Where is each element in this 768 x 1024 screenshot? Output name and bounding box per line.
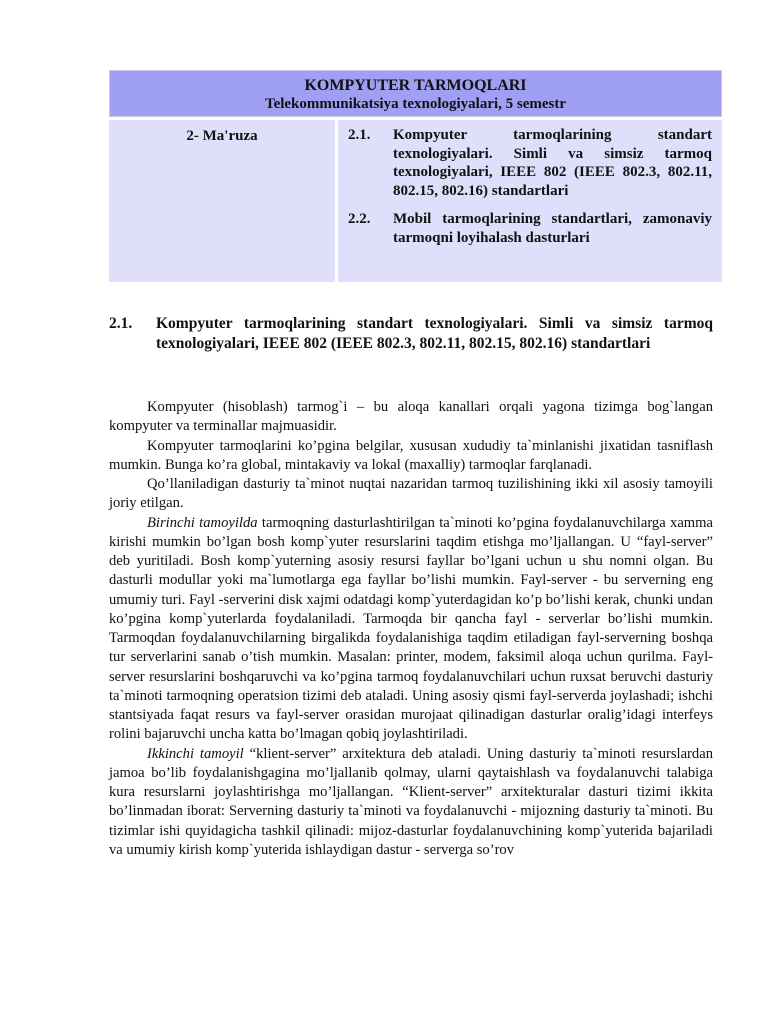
paragraph-lead: Ikkinchi tamoyil [147, 745, 244, 762]
paragraph [109, 514, 713, 745]
course-title: KOMPYUTER TARMOQLARI [304, 77, 527, 94]
header-table [109, 70, 722, 282]
section-heading [109, 314, 713, 353]
lecture-cell [109, 120, 335, 282]
body-text [109, 398, 713, 860]
topics-cell [338, 120, 722, 282]
topic-item [348, 210, 712, 247]
paragraph-text: “klient-server” arxitektura deb ataladi. Uning dasturiy ta`minoti resurslardan jamoa bo’lib foydalanishgagina mo’ljallanib qolmay, ularni qaytaishlash va foydalanuvchi talabiga kura resurslarni joylashtirishga mo’ljallangan. “Klient-server” arxitekturalar dasturi tizimi ikkita bo’linmadan iborat: Serverning dasturiy ta`minoti va foydalanuvchi - mijozning dasturiy ta`minoti. Bu tizimlar ishi quyidagicha tashkil qilinadi: mijoz-dasturlar foydalanuvchining komp`yuterida bajariladi va umumiy kirish komp`yuterida ishlaydigan dastur - serverga so’rov [109, 745, 713, 858]
topic-text: Mobil tarmoqlarining standartlari, zamonaviy tarmoqni loyihalash dasturlari [393, 211, 712, 246]
topic-item [348, 126, 712, 200]
paragraph-lead: Birinchi tamoyilda [147, 514, 258, 531]
topic-number: 2.2. [348, 211, 371, 227]
course-subtitle: Telekommunikatsiya texnologiyalari, 5 semestr [264, 96, 567, 112]
topic-number: 2.1. [348, 127, 371, 143]
paragraph [109, 745, 713, 861]
paragraph: Kompyuter tarmoqlarini ko’pgina belgilar, xususan xududiy ta`minlanishi jixatidan tasniflash mumkin. Bunga ko’ra global, mintakaviy va lokal (maxalliy) tarmoqlar farqlanadi. [109, 437, 713, 473]
section-title: Kompyuter tarmoqlarining standart texnologiyalari. Simli va simsiz tarmoq texnologiyalari, IEEE 802 (IEEE 802.3, 802.11, 802.15, 802.16) standartlari [156, 315, 713, 352]
topic-text: Kompyuter tarmoqlarining standart texnologiyalari. Simli va simsiz tarmoq texnologiyalari, IEEE 802 (IEEE 802.3, 802.11, 802.15, 802.16) standartlari [393, 127, 712, 199]
paragraph: Qo’llaniladigan dasturiy ta`minot nuqtai nazaridan tarmoq tuzilishining ikki xil asosiy tamoyili joriy etilgan. [109, 476, 713, 512]
section-number: 2.1. [109, 315, 133, 332]
paragraph: Kompyuter (hisoblash) tarmog`i – bu aloqa kanallari orqali yagona tizimga bog`langan kompyuter va terminallar majmuasidir. [109, 399, 713, 435]
paragraph-text: tarmoqning dasturlashtirilgan ta`minoti ko’pgina foydalanuvchilarga xamma kirishi mumkin bo’lgan bosh komp`yuter resurslarini taqdim etishga mo’ljallangan. U “fayl-server” deb yuritiladi. Bosh komp`yuterning asosiy resursi fayllar bo’lgani uchun u shu nomni olgan. Bu dasturli modullar yoki ma`lumotlarga ega fayllar bo’lishi mumkin. Fayl-server - bu serverning eng umumiy turi. Fayl -serverini disk xajmi odatdagi komp`yuterdagidan ko’p bo’lishi kerak, chunki undan ko’pgina komp`yuterlarda foydalaniladi. Tarmoqda bir qancha fayl - serverlar bo’lishi mumkin. Tarmoqdan foydalanuvchilarning birgalikda foydalanishiga taqdim etiladigan fayl-serverning boshqa tur serverlarini sanab o’tish mumkin. Masalan: printer, modem, faksimil aloqa uchun qurilma. Fayl-server resurslarini boshqaruvchi va ko’pgina tarmoq foydalanuvchilari uchun ruxsat beruvchi dasturiy ta`minoti tarmoqning operatsion tizimi deb ataladi. Uning asosiy qismi fayl-serverda joylashadi; ishchi stantsiyada faqat resurs va fayl-server orasidan murojaat qilinadigan dasturlar oralig’idagi interfeys rolini bajaruvchi uncha katta bo’lmagan qobiq joylashtiriladi. [109, 514, 713, 743]
header-topics-row [109, 120, 722, 282]
lecture-number: 2- Ma'ruza [186, 128, 258, 144]
header-title-cell [109, 70, 722, 117]
